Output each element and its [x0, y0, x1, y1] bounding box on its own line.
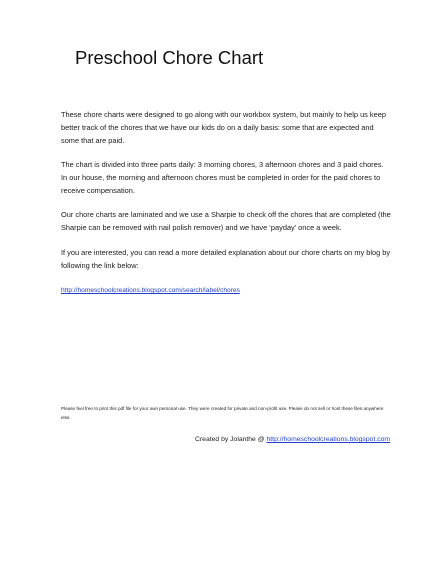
laminated-paragraph: Our chore charts are laminated and we use a Sharpie to check off the chores that are completed (the Sharpie can be removed with nail polish remover) and we have ‘payday’ once a week. — [61, 210, 391, 232]
page-title: Preschool Chore Chart — [75, 47, 264, 68]
chart-structure-paragraph: The chart is divided into three parts daily: 3 morning chores, 3 afternoon chores and 3 paid chores. In our house, the morning and afternoon chores must be completed in order for the paid chores to receive compensation. — [61, 160, 384, 195]
credit-blog-link[interactable]: http://homeschoolcreations.blogspot.com — [266, 436, 391, 443]
intro-paragraph: These chore charts were designed to go along with our workbox system, but mainly to help us keep better track of the chores that we have our kids do on a daily basis: some that are expected and some that are paid. — [61, 110, 386, 145]
blog-chores-link[interactable]: http://homeschoolcreations.blogspot.com/search/label/chores — [61, 287, 240, 294]
credit-prefix: Created by Jolanthe @ — [195, 436, 267, 443]
credit-line — [195, 434, 390, 446]
usage-note: Please feel free to print this pdf file for your own personal use. They were created for private and non-profit use. Please do not sell or host these files anywhere else. — [61, 406, 384, 421]
blog-invite-paragraph: If you are interested, you can read a more detailed explanation about our chore charts on my blog by following the link below: — [61, 248, 391, 270]
